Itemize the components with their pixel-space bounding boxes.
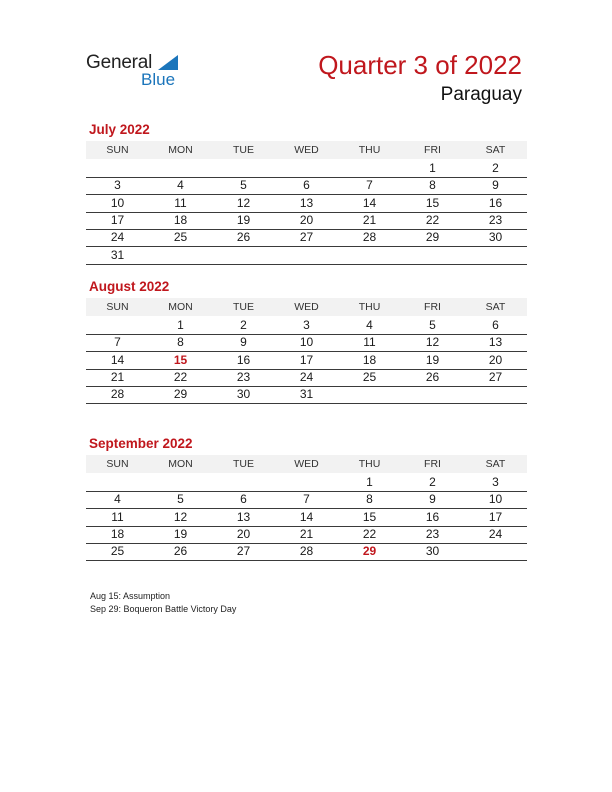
day-cell: 4	[114, 492, 121, 507]
day-cell: 13	[299, 195, 314, 210]
day-cell: 5	[429, 318, 436, 332]
day-cell: 23	[488, 212, 503, 227]
day-cell: 8	[177, 335, 184, 350]
day-cell: 10	[110, 195, 125, 210]
week-row	[86, 509, 527, 527]
day-cell: 11	[363, 335, 376, 350]
weekday-label: SAT	[485, 458, 506, 470]
day-cell: 25	[362, 369, 377, 384]
week-row	[86, 229, 527, 247]
day-cell: 12	[236, 195, 251, 210]
week-row	[86, 352, 527, 370]
day-cell: 9	[492, 178, 499, 193]
day-cell: 13	[236, 509, 251, 524]
day-cell: 4	[366, 318, 373, 332]
week-row	[86, 195, 527, 213]
week-row	[86, 334, 527, 352]
weekday-label: WED	[294, 301, 319, 313]
day-cell: 4	[177, 178, 184, 193]
weekday-header	[86, 455, 527, 473]
day-cell: 10	[488, 492, 503, 507]
day-cell: 20	[488, 352, 503, 367]
week-row	[86, 369, 527, 387]
day-cell: 13	[488, 335, 503, 350]
day-cell: 2	[429, 475, 436, 489]
day-cell: 22	[173, 369, 188, 384]
holiday-note: Aug 15: Assumption	[90, 591, 171, 601]
day-cell: 5	[177, 492, 184, 507]
day-cell: 17	[299, 352, 314, 367]
day-cell: 27	[299, 230, 314, 245]
day-cell: 2	[492, 161, 499, 175]
day-cell: 3	[303, 318, 310, 332]
week-row	[86, 474, 527, 492]
day-cell: 9	[240, 335, 247, 350]
day-cell: 26	[173, 544, 188, 559]
day-cell: 26	[425, 369, 440, 384]
weekday-header	[86, 298, 527, 316]
day-cell: 15	[173, 352, 188, 367]
weekday-label: WED	[294, 458, 319, 470]
week-row	[86, 543, 527, 561]
day-cell: 14	[110, 352, 125, 367]
day-cell: 8	[366, 492, 373, 507]
week-row	[86, 160, 527, 178]
day-cell: 29	[362, 544, 377, 559]
day-cell: 15	[362, 509, 377, 524]
day-cell: 14	[299, 509, 314, 524]
day-cell: 25	[110, 544, 125, 559]
country-name: Paraguay	[440, 84, 522, 105]
day-cell: 16	[425, 509, 440, 524]
day-cell: 30	[425, 544, 440, 559]
holiday-notes	[90, 590, 236, 615]
day-cell: 23	[236, 369, 251, 384]
day-cell: 21	[299, 526, 314, 541]
month-name: September 2022	[89, 436, 193, 451]
day-cell: 19	[425, 352, 440, 367]
page-title: Quarter 3 of 2022	[318, 50, 522, 80]
day-cell: 18	[173, 212, 188, 227]
weekday-label: THU	[358, 458, 381, 470]
month-name: August 2022	[89, 279, 170, 294]
day-cell: 28	[362, 230, 377, 245]
month-name: July 2022	[89, 122, 150, 137]
day-cell: 23	[425, 526, 440, 541]
day-cell: 15	[425, 195, 440, 210]
weekday-label: MON	[168, 301, 193, 313]
weekday-label: TUE	[233, 458, 254, 470]
day-cell: 29	[173, 387, 188, 402]
holiday-note: Sep 29: Boqueron Battle Victory Day	[90, 603, 237, 614]
day-cell: 3	[492, 475, 499, 489]
day-cell: 31	[299, 387, 314, 402]
day-cell: 16	[488, 195, 503, 210]
day-cell: 6	[240, 492, 247, 507]
week-row	[86, 526, 527, 544]
day-cell: 21	[362, 212, 377, 227]
day-cell: 22	[425, 212, 440, 227]
day-cell: 18	[362, 352, 377, 367]
day-cell: 7	[303, 492, 310, 507]
day-cell: 22	[362, 526, 377, 541]
day-cell: 2	[240, 318, 247, 332]
weekday-label: TUE	[233, 301, 254, 313]
day-cell: 20	[236, 526, 251, 541]
day-cell: 7	[114, 335, 121, 350]
week-row	[86, 177, 527, 195]
week-row	[86, 386, 527, 404]
day-cell: 7	[366, 178, 373, 193]
day-cell: 18	[110, 526, 125, 541]
week-row	[86, 247, 527, 265]
day-cell: 11	[174, 195, 187, 210]
day-cell: 30	[236, 387, 251, 402]
weekday-label: SUN	[106, 301, 129, 313]
week-row	[86, 491, 527, 509]
day-cell: 5	[240, 178, 247, 193]
logo-general-text: General	[86, 52, 153, 73]
day-cell: 17	[488, 509, 503, 524]
day-cell: 19	[236, 212, 251, 227]
weekday-label: MON	[168, 144, 193, 156]
day-cell: 9	[429, 492, 436, 507]
weekday-label: SAT	[485, 301, 506, 313]
day-cell: 11	[111, 509, 124, 524]
weekday-label: FRI	[424, 301, 441, 313]
day-cell: 29	[425, 230, 440, 245]
day-cell: 1	[429, 161, 436, 175]
day-cell: 10	[299, 335, 314, 350]
day-cell: 12	[425, 335, 440, 350]
day-cell: 14	[362, 195, 377, 210]
weekday-label: THU	[358, 301, 381, 313]
generalblue-logo	[86, 52, 196, 92]
weekday-label: FRI	[424, 144, 441, 156]
weekday-label: TUE	[233, 144, 254, 156]
weekday-label: WED	[294, 144, 319, 156]
day-cell: 31	[110, 247, 125, 262]
weekday-label: FRI	[424, 458, 441, 470]
day-cell: 8	[429, 178, 436, 193]
day-cell: 24	[110, 230, 125, 245]
week-row	[86, 212, 527, 230]
weekday-header	[86, 141, 527, 159]
day-cell: 12	[173, 509, 188, 524]
logo-flag-icon	[158, 55, 178, 70]
day-cell: 19	[173, 526, 188, 541]
weekday-label: THU	[358, 144, 381, 156]
day-cell: 24	[488, 526, 503, 541]
weekday-label: SUN	[106, 144, 129, 156]
day-cell: 3	[114, 178, 121, 193]
day-cell: 17	[110, 212, 125, 227]
day-cell: 27	[236, 544, 251, 559]
weekday-label: SAT	[485, 144, 506, 156]
day-cell: 21	[110, 369, 125, 384]
day-cell: 1	[177, 318, 184, 332]
day-cell: 6	[303, 178, 310, 193]
day-cell: 30	[488, 230, 503, 245]
day-cell: 26	[236, 230, 251, 245]
logo-blue-text: Blue	[141, 70, 176, 89]
weekday-label: SUN	[106, 458, 129, 470]
weekday-label: MON	[168, 458, 193, 470]
day-cell: 1	[366, 475, 373, 489]
day-cell: 16	[236, 352, 251, 367]
day-cell: 28	[299, 544, 314, 559]
day-cell: 24	[299, 369, 314, 384]
day-cell: 6	[492, 318, 499, 332]
day-cell: 27	[488, 369, 503, 384]
day-cell: 28	[110, 387, 125, 402]
week-row	[86, 317, 527, 335]
day-cell: 25	[173, 230, 188, 245]
day-cell: 20	[299, 212, 314, 227]
